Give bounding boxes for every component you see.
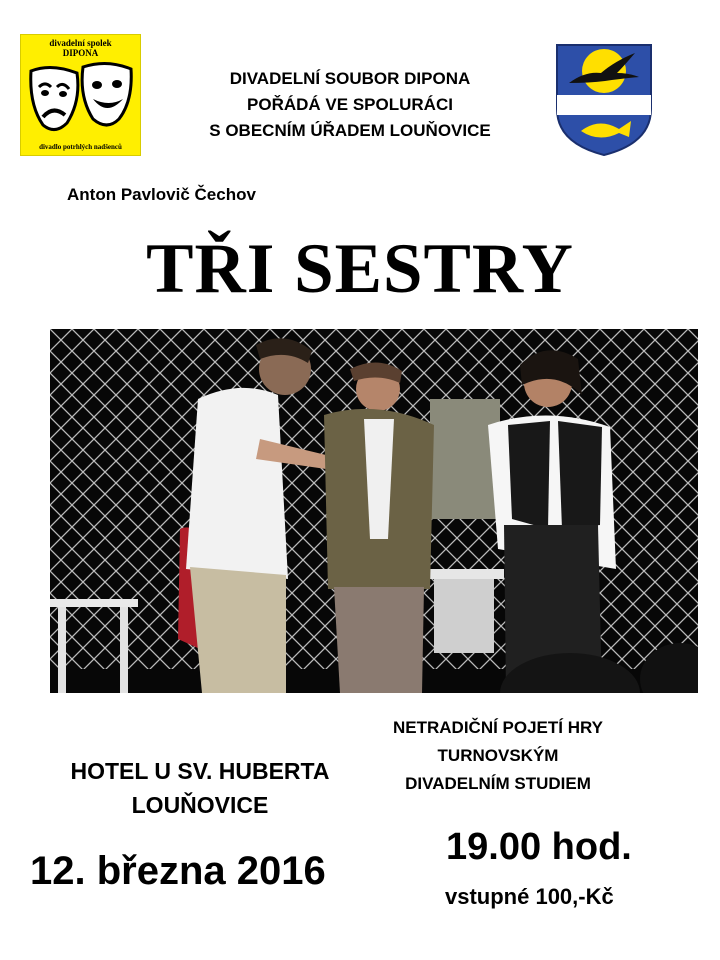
production-concept	[362, 714, 634, 798]
theatre-masks-icon	[27, 61, 135, 139]
concept-line-2: TURNOVSKÝM	[437, 746, 559, 765]
dipona-logo	[20, 34, 141, 156]
venue-line-2: LOUŇOVICE	[131, 792, 269, 818]
municipal-coat-of-arms-icon	[555, 43, 653, 157]
logo-line-2: DIPONA	[62, 48, 99, 58]
event-date: 12. března 2016	[30, 849, 326, 893]
concept-line-3: DIVADELNÍM STUDIEM	[405, 774, 591, 793]
organizer-header	[150, 66, 550, 144]
header-line-1: DIVADELNÍ SOUBOR DIPONA	[229, 69, 471, 88]
admission-price: vstupné 100,-Kč	[445, 884, 614, 909]
stage-performance-photo	[50, 329, 698, 693]
concept-line-1: NETRADIČNÍ POJETÍ HRY	[392, 718, 603, 737]
venue	[40, 754, 360, 822]
venue-line-1: HOTEL U SV. HUBERTA	[70, 758, 330, 784]
author-name: Anton Pavlovič Čechov	[67, 185, 256, 204]
header-line-3: S OBECNÍM ÚŘADEM LOUŇOVICE	[209, 121, 491, 140]
logo-tagline: divadlo potrhlých nadšenců	[39, 143, 122, 151]
play-title: TŘI SESTRY	[146, 230, 574, 308]
event-time: 19.00 hod.	[446, 826, 632, 868]
header-line-2: POŘÁDÁ VE SPOLURÁCI	[247, 95, 453, 114]
logo-line-1: divadelní spolek	[49, 38, 112, 48]
